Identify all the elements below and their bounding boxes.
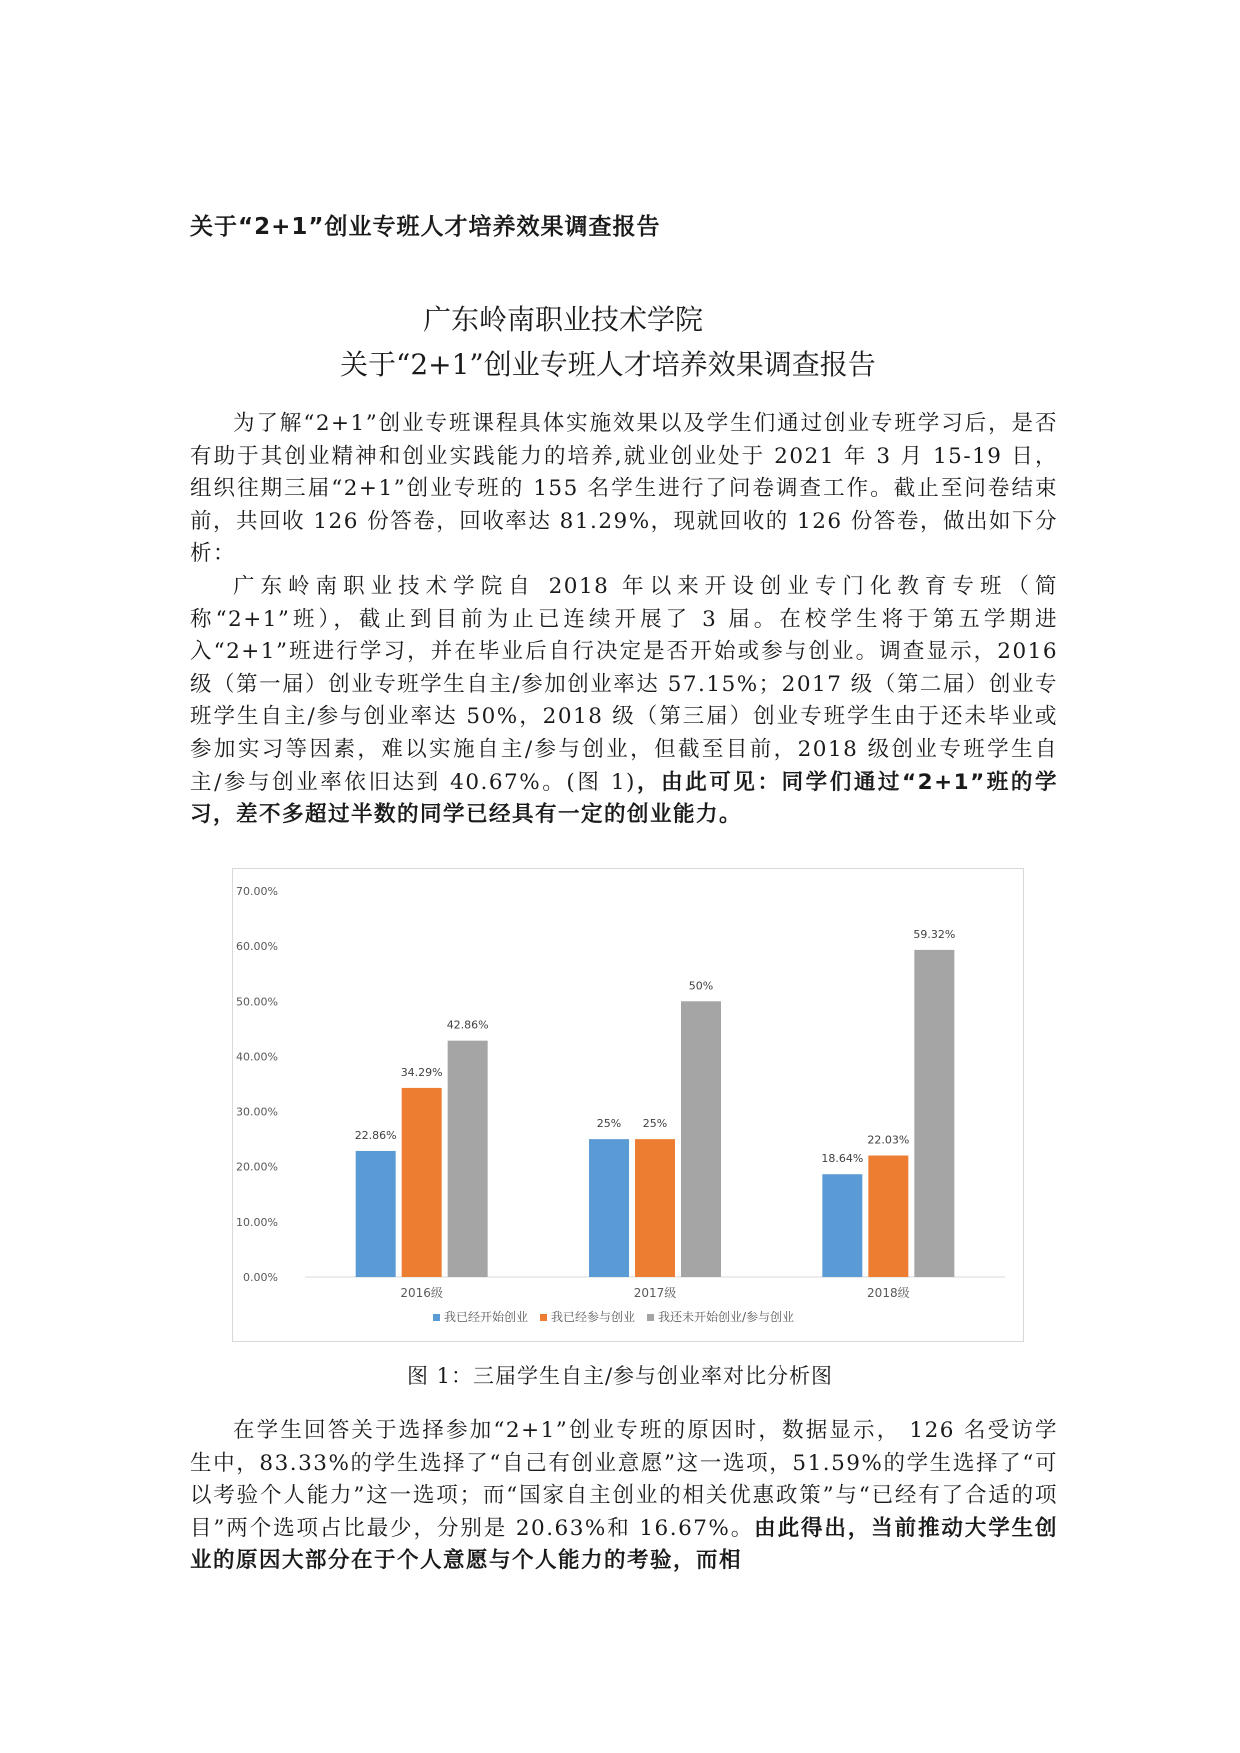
report-title: 关于“2+1”创业专班人才培养效果调查报告	[340, 348, 876, 381]
paragraph-reasons-text: 在学生回答关于选择参加“2+1”创业专班的原因时，数据显示， 126 名受访学生中，83.33%的学生选择了“自己有创业意愿”这一选项，51.59%的学生选择了“可以考验个人能力”这一选项；而“国家自主创业的相关优惠政策”与“已经有了合适的项目”两个选项占比最少，分别是 20.63%和 16.67%。	[190, 1418, 1058, 1541]
y-tick-label: 60.00%	[236, 940, 278, 954]
y-tick-label: 0.00%	[243, 1271, 278, 1284]
bar	[356, 1151, 396, 1277]
data-label: 42.86%	[446, 1018, 489, 1032]
y-tick-label: 50.00%	[236, 995, 278, 1009]
legend-swatch	[540, 1314, 547, 1321]
legend-entry: 我已经参与创业	[551, 1310, 636, 1324]
figure-caption: 图 1：三届学生自主/参与创业率对比分析图	[406, 1364, 834, 1388]
legend-entry: 我已经开始创业	[444, 1310, 529, 1324]
y-tick-label: 40.00%	[236, 1050, 278, 1064]
data-label: 18.64%	[821, 1152, 864, 1166]
bar	[635, 1139, 675, 1277]
paragraph-overview-text: 广东岭南职业技术学院自 2018 年以来开设创业专门化教育专班（简称“2+1”班），截止到目前为止已连续开展了 3 届。在校学生将于第五学期进入“2+1”班进行学习，并在毕业后自行决定是否开始或参与创业。调查显示，2016 级（第一届）创业专班学生自主/参加创业率达 57.15%；2017 级（第二届）创业专班学生自主/参与创业率达 50%，2018 级（第三届）创业专班学生由于还未毕业或参加实习等因素，难以实施自主/参与创业，但截至目前，2018 级创业专班学生自主/参与创业率依旧达到 40.67%。(图 1)	[190, 574, 1058, 795]
x-tick-label: 2018级	[867, 1286, 910, 1300]
paragraph-reasons	[190, 1415, 1058, 1578]
data-label: 59.32%	[913, 927, 956, 941]
paragraph-overview-conclusion: ，由此可见：同学们通过“2+1”班的学习，差不多超过半数的同学已经具有一定的创业能力。	[190, 769, 1058, 828]
bar	[402, 1088, 442, 1277]
data-label: 22.86%	[354, 1128, 397, 1142]
bar	[589, 1139, 629, 1277]
data-label: 34.29%	[400, 1065, 443, 1079]
data-label: 25%	[642, 1117, 668, 1131]
figure-chart-frame	[232, 868, 1024, 1342]
y-tick-label: 10.00%	[236, 1215, 278, 1229]
bar-chart	[233, 869, 1023, 1341]
institution-name: 广东岭南职业技术学院	[423, 303, 704, 336]
data-label: 25%	[596, 1117, 622, 1131]
data-label: 22.03%	[867, 1133, 910, 1147]
bar	[448, 1041, 488, 1277]
x-tick-label: 2017级	[633, 1286, 677, 1300]
legend-swatch	[647, 1314, 654, 1321]
paragraph-overview	[190, 571, 1058, 832]
paragraph-intro: 为了解“2+1”创业专班课程具体实施效果以及学生们通过创业专班学习后，是否有助于其创业精神和创业实践能力的培养,就业创业处于 2021 年 3 月 15-19 日，组织往期三届“2+1”创业专班的 155 名学生进行了问卷调查工作。截止至问卷结束前，共回收 126 份答卷，回收率达 81.29%，现就回收的 126 份答卷，做出如下分析：	[190, 411, 1058, 567]
x-tick-label: 2016级	[400, 1286, 443, 1300]
paragraph-reasons-conclusion: 由此得出，当前推动大学生创业的原因大部分在于个人意愿与个人能力的考验，而相	[190, 1515, 1058, 1574]
legend-swatch	[433, 1314, 440, 1321]
legend-entry: 我还未开始创业/参与创业	[658, 1310, 795, 1324]
bar	[868, 1156, 908, 1277]
y-tick-label: 30.00%	[236, 1105, 278, 1119]
bar	[822, 1174, 862, 1277]
y-tick-label: 20.00%	[236, 1160, 278, 1174]
bar	[681, 1001, 721, 1277]
page-header-title: 关于“2+1”创业专班人才培养效果调查报告	[190, 214, 661, 240]
data-label: 50%	[688, 979, 714, 993]
bar	[914, 950, 954, 1277]
y-tick-label: 70.00%	[236, 885, 278, 898]
